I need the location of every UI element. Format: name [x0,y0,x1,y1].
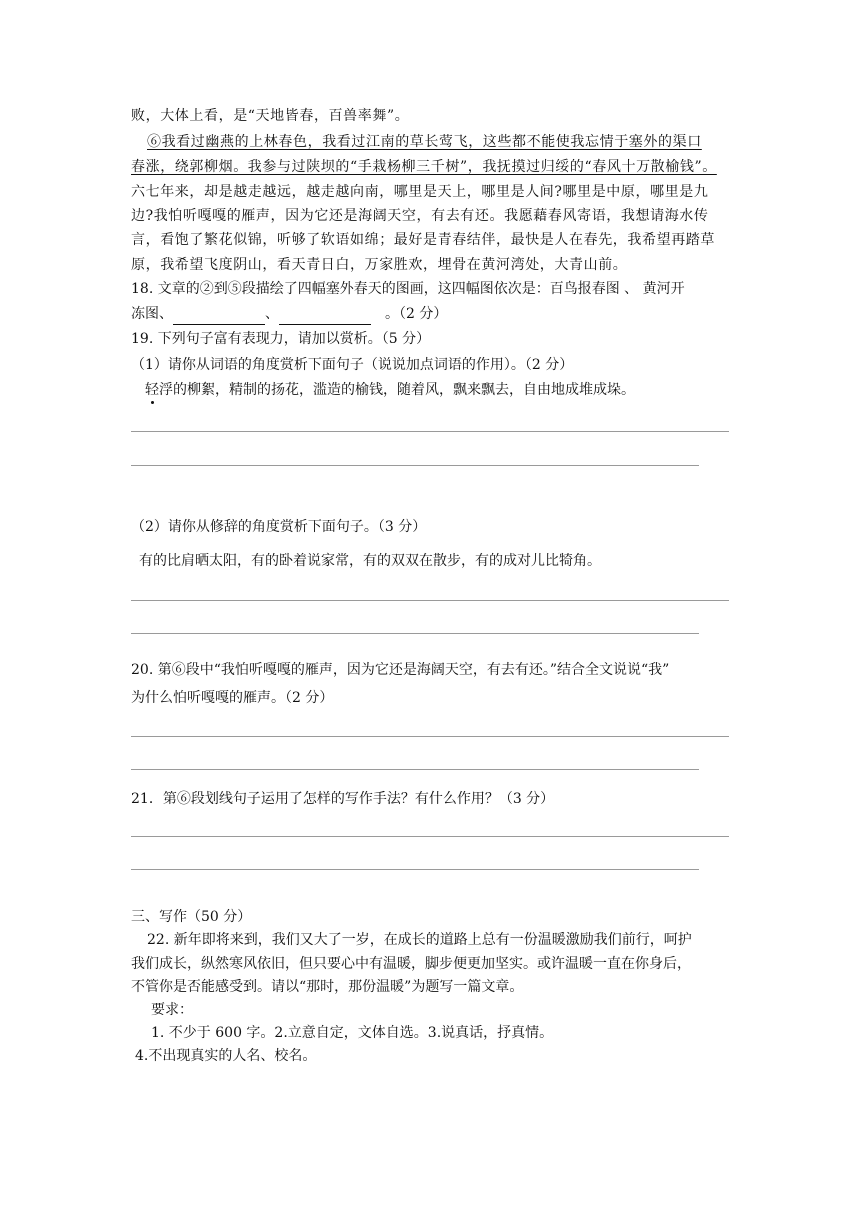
writing-prompt: 我们成长，纵然寒风依旧，但只要心中有温暖，脚步便更加坚实。或许温暖一直在你身后， [131,956,691,972]
passage-line: 边?我怕听嘎嘎的雁声，因为它还是海阔天空，有去有还。我愿藉春风寄语，我想请海水传 [131,208,709,224]
question-19-sub2: （2）请你从修辞的角度赏析下面句子。（3 分） [131,519,427,535]
question-19-sentence1-rest: 浮的柳絮，精制的扬花，滥造的榆钱，随着风，飘来飘去，自由地成堆成垛。 [159,382,635,398]
question-19-sentence1 [145,379,635,401]
answer-line[interactable] [131,431,729,432]
answer-line[interactable] [131,633,699,634]
answer-line[interactable] [131,600,729,601]
question-18-text: 18. 文章的②到⑤段描绘了四幅塞外春天的图画，这四幅图依次是：百鸟报春图 、 黄河开 [131,281,685,297]
answer-line[interactable] [131,869,699,870]
passage-line: 六七年来，却是越走越远，越走越向南，哪里是天上，哪里是人间?哪里是中原，哪里是九 [131,184,709,200]
question-19-sub1: （1）请你从词语的角度赏析下面句子（说说加点词语的作用）。（2 分） [131,357,574,373]
passage-line: 言，看饱了繁花似锦，听够了软语如绵；最好是青春结伴，最快是人在春先，我希望再踏草 [131,232,715,248]
answer-line[interactable] [131,769,699,770]
answer-line[interactable] [131,736,729,737]
requirements-label: 要求： [151,1002,193,1018]
question-21-text: 21．第⑥段划线句子运用了怎样的写作手法？有什么作用？（3 分） [131,791,555,807]
dotted-word: 轻 [145,382,159,398]
answer-blank[interactable] [173,308,265,325]
writing-prompt: 不管你是否能感受到。请以“那时，那份温暖”为题写一篇文章。 [131,979,524,995]
passage-line: 败，大体上看，是“天地皆春，百兽率舞”。 [131,108,410,124]
requirement-item: 4.不出现真实的人名、校名。 [135,1048,317,1064]
question-19-sentence2: 有的比肩晒太阳，有的卧着说家常，有的双双在散步，有的成对儿比犄角。 [139,553,601,569]
answer-line[interactable] [131,465,699,466]
question-20-text: 20. 第⑥段中“我怕听嘎嘎的雁声，因为它还是海阔天空，有去有还。”结合全文说说“我” [131,662,670,678]
passage-line: 原，我希望飞度阴山，看天青日白，万家胜欢，埋骨在黄河湾处，大青山前。 [131,257,628,273]
passage-para6-underlined: ⑥我看过幽燕的上林春色，我看过江南的草长莺飞，这些都不能使我忘情于塞外的渠口 [147,134,702,150]
passage-para6-underlined: 春涨，绕郭柳烟。我参与过陕坝的“手栽杨柳三千树”，我抚摸过归绥的“春风十万散榆钱”。 [131,159,717,175]
question-18-line2 [131,303,447,325]
requirement-item: 1. 不少于 600 字。2.立意自定，文体自选。3.说真话，抒真情。 [151,1025,554,1041]
answer-blank[interactable] [279,308,371,325]
question-18-text: 冻图、 [131,306,173,322]
section-heading: 三、写作（50 分） [131,909,252,925]
writing-prompt: 22. 新年即将来到，我们又大了一岁，在成长的道路上总有一份温暖激励我们前行，呵护 [147,932,692,948]
question-18-score: 。（2 分） [385,306,448,322]
question-19-title: 19. 下列句子富有表现力，请加以赏析。（5 分） [131,331,431,347]
question-18-separator: 、 [265,306,279,322]
question-20-text: 为什么怕听嘎嘎的雁声。（2 分） [131,690,334,706]
answer-line[interactable] [131,836,729,837]
